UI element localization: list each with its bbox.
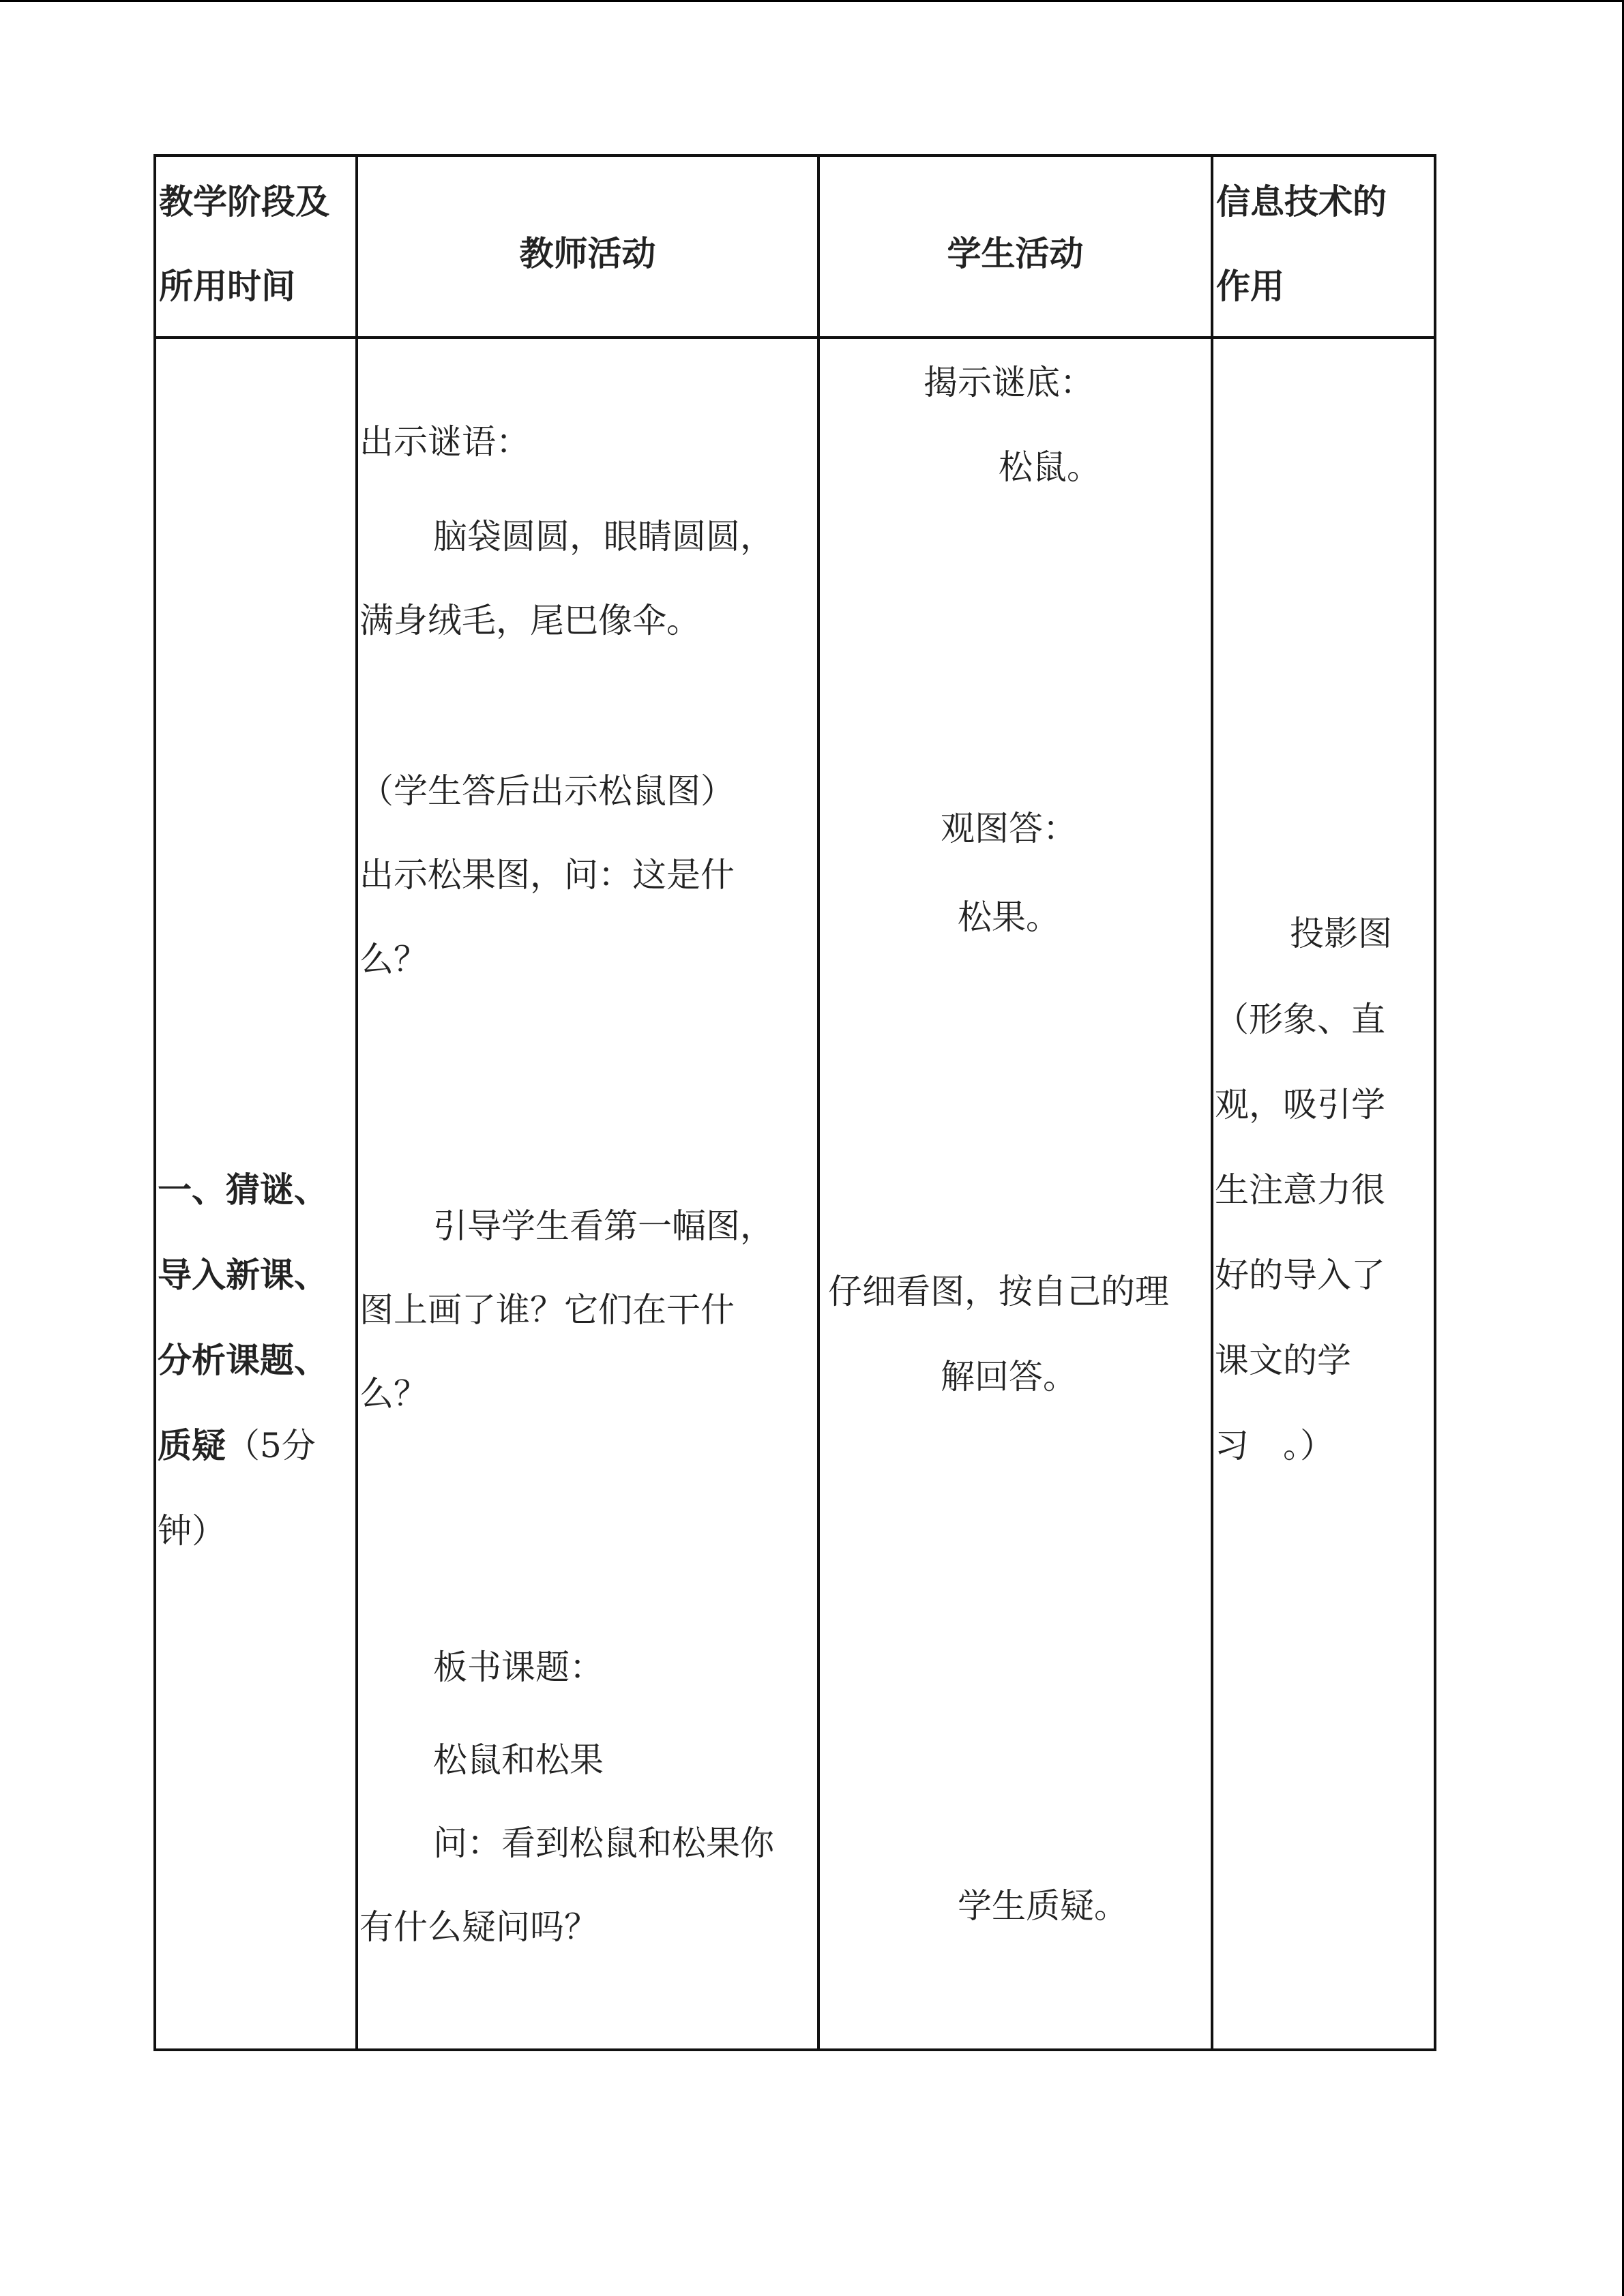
teacher-after-answer: （学生答后出示松鼠图） — [359, 771, 735, 811]
header-teacher: 教师活动 — [519, 233, 656, 273]
stage-line4-bold: 质疑 — [158, 1425, 226, 1465]
teacher-guide-line1: 引导学生看第一幅图， — [433, 1206, 774, 1246]
stage-line1: 一、猜谜、 — [158, 1169, 328, 1210]
teacher-riddle-line2: 满身绒毛，尾巴像伞。 — [359, 601, 700, 640]
student-look-line1: 仔细看图，按自己的理 — [828, 1272, 1169, 1311]
teacher-guide-line3: 么？ — [359, 1374, 428, 1414]
student-reveal-answer: 松鼠。 — [999, 447, 1101, 487]
teacher-riddle-label: 出示谜语： — [359, 422, 530, 462]
header-student: 学生活动 — [947, 233, 1084, 273]
page-top-border — [0, 0, 1624, 2]
header-tech-line1: 信息技术的 — [1216, 181, 1387, 222]
teacher-guide-line2: 图上画了谁？它们在干什 — [359, 1290, 735, 1330]
teacher-cell — [357, 338, 818, 2050]
header-student-cell — [818, 155, 1212, 338]
header-stage-line1: 教学阶段及 — [159, 181, 329, 222]
student-question: 学生质疑。 — [958, 1886, 1128, 1926]
stage-cell — [155, 338, 357, 2050]
teacher-pinecone-line2: 么？ — [359, 940, 428, 979]
tech-line6: 课文的学 — [1215, 1341, 1351, 1380]
tech-line5: 好的导入了 — [1215, 1255, 1385, 1295]
tech-cell — [1212, 338, 1435, 2050]
tech-line2: （形象、直 — [1215, 1000, 1385, 1039]
student-look-line2: 解回答。 — [941, 1357, 1077, 1397]
student-observe-answer: 松果。 — [958, 897, 1060, 937]
lesson-plan-table — [153, 154, 1436, 2051]
teacher-riddle-line1: 脑袋圆圆，眼睛圆圆， — [433, 517, 774, 556]
stage-line4 — [158, 1425, 316, 1466]
header-tech-line2: 作用 — [1216, 266, 1284, 306]
tech-line1: 投影图 — [1290, 914, 1392, 953]
student-cell — [818, 338, 1212, 2050]
teacher-pinecone-line1: 出示松果图，问：这是什 — [359, 855, 735, 895]
table-header-row — [155, 155, 1435, 338]
tech-line7: 习 。） — [1215, 1426, 1334, 1465]
header-tech-cell — [1212, 155, 1435, 338]
teacher-board-title: 松鼠和松果 — [433, 1740, 604, 1780]
teacher-board-label: 板书课题： — [433, 1648, 604, 1687]
teacher-question-line2: 有什么疑问吗？ — [359, 1907, 598, 1947]
stage-line2: 导入新课、 — [158, 1255, 328, 1295]
teacher-question-line1: 问：看到松鼠和松果你 — [433, 1823, 774, 1863]
tech-line3: 观，吸引学 — [1215, 1085, 1385, 1124]
stage-line5: 钟） — [158, 1511, 226, 1551]
stage-line3: 分析课题、 — [158, 1340, 328, 1380]
header-teacher-cell — [357, 155, 818, 338]
table-body-row — [155, 338, 1435, 2050]
header-stage-cell — [155, 155, 357, 338]
header-stage-line2: 所用时间 — [159, 266, 295, 306]
tech-line4: 生注意力很 — [1215, 1170, 1385, 1210]
stage-line4-normal: （5分 — [226, 1426, 316, 1465]
student-observe-label: 观图答： — [941, 809, 1077, 848]
student-reveal-label: 揭示谜底： — [924, 363, 1094, 402]
